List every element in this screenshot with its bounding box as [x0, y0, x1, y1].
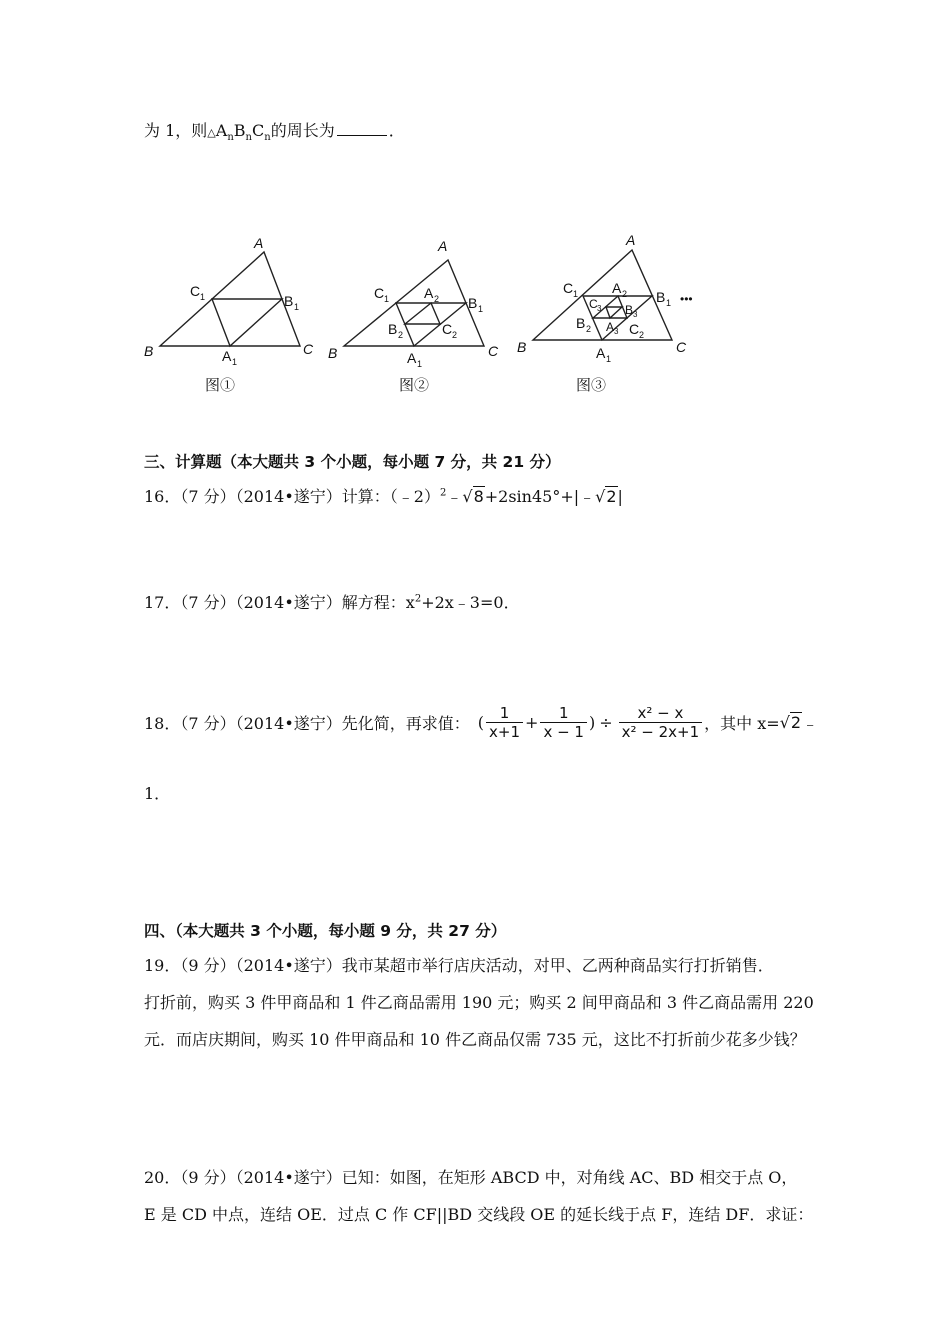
svg-text:2: 2	[398, 330, 404, 340]
svg-text:C: C	[442, 321, 453, 337]
svg-text:C: C	[676, 339, 687, 355]
sqrt-8: √8	[462, 487, 484, 506]
question-19-line1: 19．（9 分）（2014•遂宁）我市某超市举行店庆活动，对甲、乙两种商品实行打折销售．	[144, 956, 774, 975]
question-17: 17．（7 分）（2014•遂宁）解方程：$x^2+2x﹣3=0$．	[144, 593, 520, 612]
label-B: B	[144, 343, 154, 359]
svg-text:A: A	[596, 345, 606, 361]
svg-text:B: B	[388, 321, 398, 337]
section3-title: 三、计算题（本大题共 3 个小题，每小题 7 分，共 21 分）	[144, 453, 561, 471]
question-19-line2: 打折前，购买 3 件甲商品和 1 件乙商品需用 190 元；购买 2 间甲商品和 3 件乙商品需用 220	[144, 993, 814, 1012]
caption-fig1: 图①	[205, 377, 236, 394]
svg-text:3: 3	[614, 327, 619, 336]
svg-text:1: 1	[573, 289, 579, 299]
fig2-triangle-a2b2c2	[405, 303, 440, 324]
svg-text:1: 1	[417, 359, 423, 369]
question-18: 18．（7 分）（2014•遂宁）先化简，再求值： ( $\frac{1}{x+1}$ + $\frac{1}{x - 1}$ ) ÷ $\frac{\text{x² − x}}{\text{x² − 2x+1}}$ ，其中 x= √2 ﹣	[144, 704, 819, 741]
svg-text:3: 3	[597, 304, 602, 313]
svg-text:3: 3	[633, 310, 638, 319]
fig3-triangle-a3b3c3	[606, 307, 622, 318]
svg-text:1: 1	[384, 294, 390, 304]
fraction-3: $\frac{\text{x² − x}}{\text{x² − 2x+1}}$	[619, 704, 703, 741]
svg-text:1: 1	[478, 304, 484, 314]
svg-text:C: C	[563, 280, 574, 296]
triangle-figures	[0, 228, 950, 408]
svg-text:2: 2	[434, 294, 440, 304]
svg-text:C: C	[629, 321, 640, 337]
label-C: C	[303, 341, 314, 357]
svg-text:C: C	[374, 285, 385, 301]
fraction-1: $\frac{1}{x+1}$	[486, 704, 523, 741]
fig1-triangle-a1b1c1	[212, 299, 282, 346]
svg-text:B: B	[517, 339, 527, 355]
sqrt-2: √2	[595, 487, 617, 506]
svg-text:A: A	[424, 285, 434, 301]
svg-text:B: B	[625, 303, 634, 317]
svg-text:A: A	[612, 280, 622, 296]
answer-blank[interactable]	[337, 135, 387, 136]
ellipsis: •••	[680, 292, 693, 306]
question-20-line1: 20．（9 分）（2014•遂宁）已知：如图，在矩形 ABCD 中，对角线 AC、BD 相交于点 O，	[144, 1168, 798, 1187]
svg-text:B: B	[328, 345, 338, 361]
svg-text:B: B	[656, 289, 666, 305]
svg-text:2: 2	[622, 289, 628, 299]
q15-continuation: 为 1，则$\triangle A_nB_nC_n$的周长为 ．	[144, 121, 405, 144]
question-20-line2: E 是 CD 中点，连结 OE．过点 C 作 CF||BD 交线段 OE 的延长线于点 F，连结 DF．求证：	[144, 1205, 814, 1224]
svg-text:A: A	[606, 320, 615, 334]
svg-text:1: 1	[606, 354, 612, 364]
svg-text:A: A	[222, 348, 232, 364]
sqrt-2-value: √2	[779, 713, 802, 732]
svg-text:2: 2	[452, 330, 458, 340]
svg-text:2: 2	[639, 330, 645, 340]
svg-text:A: A	[438, 238, 448, 254]
svg-text:C: C	[488, 343, 499, 359]
caption-fig3: 图③	[576, 377, 607, 394]
svg-text:1: 1	[200, 292, 206, 302]
svg-text:2: 2	[586, 324, 592, 334]
question-16: 16．（7 分）（2014•遂宁）计算：（﹣2）$^2$﹣√8+2sin45°+|﹣√2|	[144, 487, 623, 506]
svg-text:1: 1	[294, 302, 300, 312]
svg-text:A: A	[407, 350, 417, 366]
svg-text:1: 1	[666, 298, 672, 308]
svg-text:C: C	[190, 283, 201, 299]
fig3-triangle-abc	[533, 250, 672, 340]
svg-text:1: 1	[232, 357, 238, 367]
caption-fig2: 图②	[399, 377, 430, 394]
svg-text:C: C	[589, 297, 598, 311]
question-18-continuation: 1．	[144, 784, 171, 803]
fraction-2: $\frac{1}{x - 1}$	[540, 704, 587, 741]
triangle-symbol: △	[207, 126, 216, 139]
svg-text:B: B	[468, 295, 478, 311]
svg-text:B: B	[284, 293, 294, 309]
svg-text:B: B	[576, 315, 586, 331]
label-A: A	[254, 235, 264, 251]
svg-text:A: A	[626, 232, 636, 248]
question-19-line3: 元．而店庆期间，购买 10 件甲商品和 10 件乙商品仅需 735 元，这比不打折前少花多少钱？	[144, 1030, 806, 1049]
section4-title: 四、（本大题共 3 个小题，每小题 9 分，共 27 分）	[144, 922, 507, 940]
